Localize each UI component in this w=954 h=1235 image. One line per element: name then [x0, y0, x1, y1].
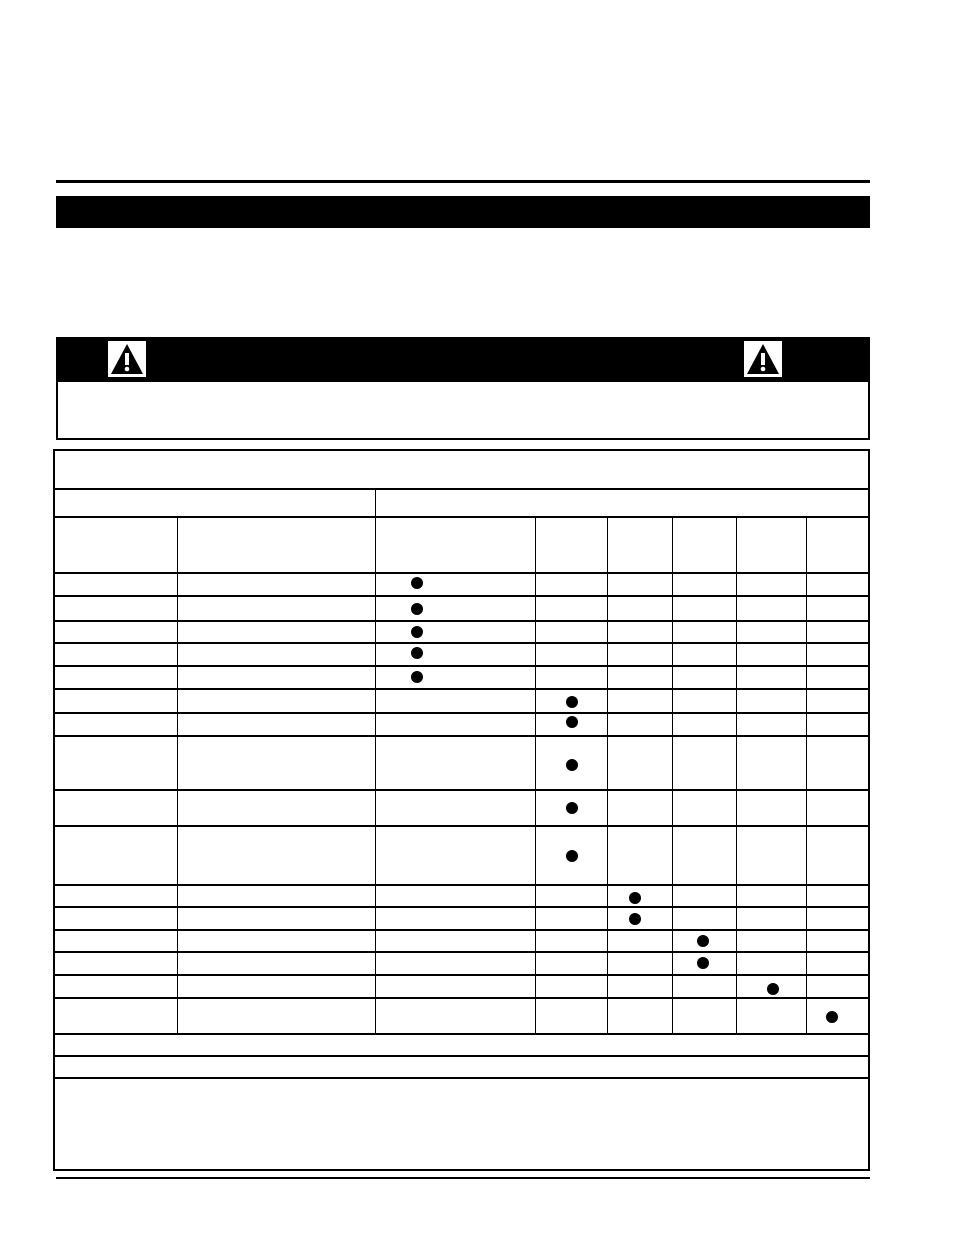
schedule-mark-dot — [826, 1011, 838, 1023]
schedule-mark-dot — [697, 957, 709, 969]
table-header-rule — [55, 488, 868, 490]
table-row-rule — [55, 1077, 868, 1079]
table-column-rule — [535, 516, 536, 1033]
schedule-mark-dot — [629, 913, 641, 925]
schedule-mark-dot — [411, 603, 423, 615]
warning-box — [56, 337, 870, 440]
schedule-mark-dot — [767, 983, 779, 995]
schedule-mark-dot — [566, 716, 578, 728]
section-title-bar — [56, 196, 870, 228]
schedule-mark-dot — [566, 802, 578, 814]
table-column-rule — [806, 516, 807, 1033]
table-column-rule — [607, 516, 608, 1033]
table-row-rule — [55, 1055, 868, 1057]
schedule-mark-dot — [697, 935, 709, 947]
schedule-mark-dot — [629, 892, 641, 904]
maintenance-schedule-table — [53, 449, 870, 1171]
table-column-rule — [672, 516, 673, 1033]
schedule-mark-dot — [411, 626, 423, 638]
schedule-mark-dot — [411, 647, 423, 659]
bottom-rule — [56, 1177, 870, 1179]
table-row-rule — [55, 1033, 868, 1035]
table-column-rule — [375, 488, 376, 1033]
schedule-mark-dot — [411, 577, 423, 589]
schedule-mark-dot — [411, 671, 423, 683]
warning-header — [58, 339, 868, 382]
schedule-mark-dot — [566, 850, 578, 862]
top-rule — [56, 180, 870, 183]
schedule-mark-dot — [566, 696, 578, 708]
warning-triangle-icon — [108, 341, 146, 377]
warning-triangle-icon — [744, 341, 782, 377]
schedule-mark-dot — [566, 759, 578, 771]
table-column-rule — [177, 516, 178, 1033]
table-column-rule — [736, 516, 737, 1033]
